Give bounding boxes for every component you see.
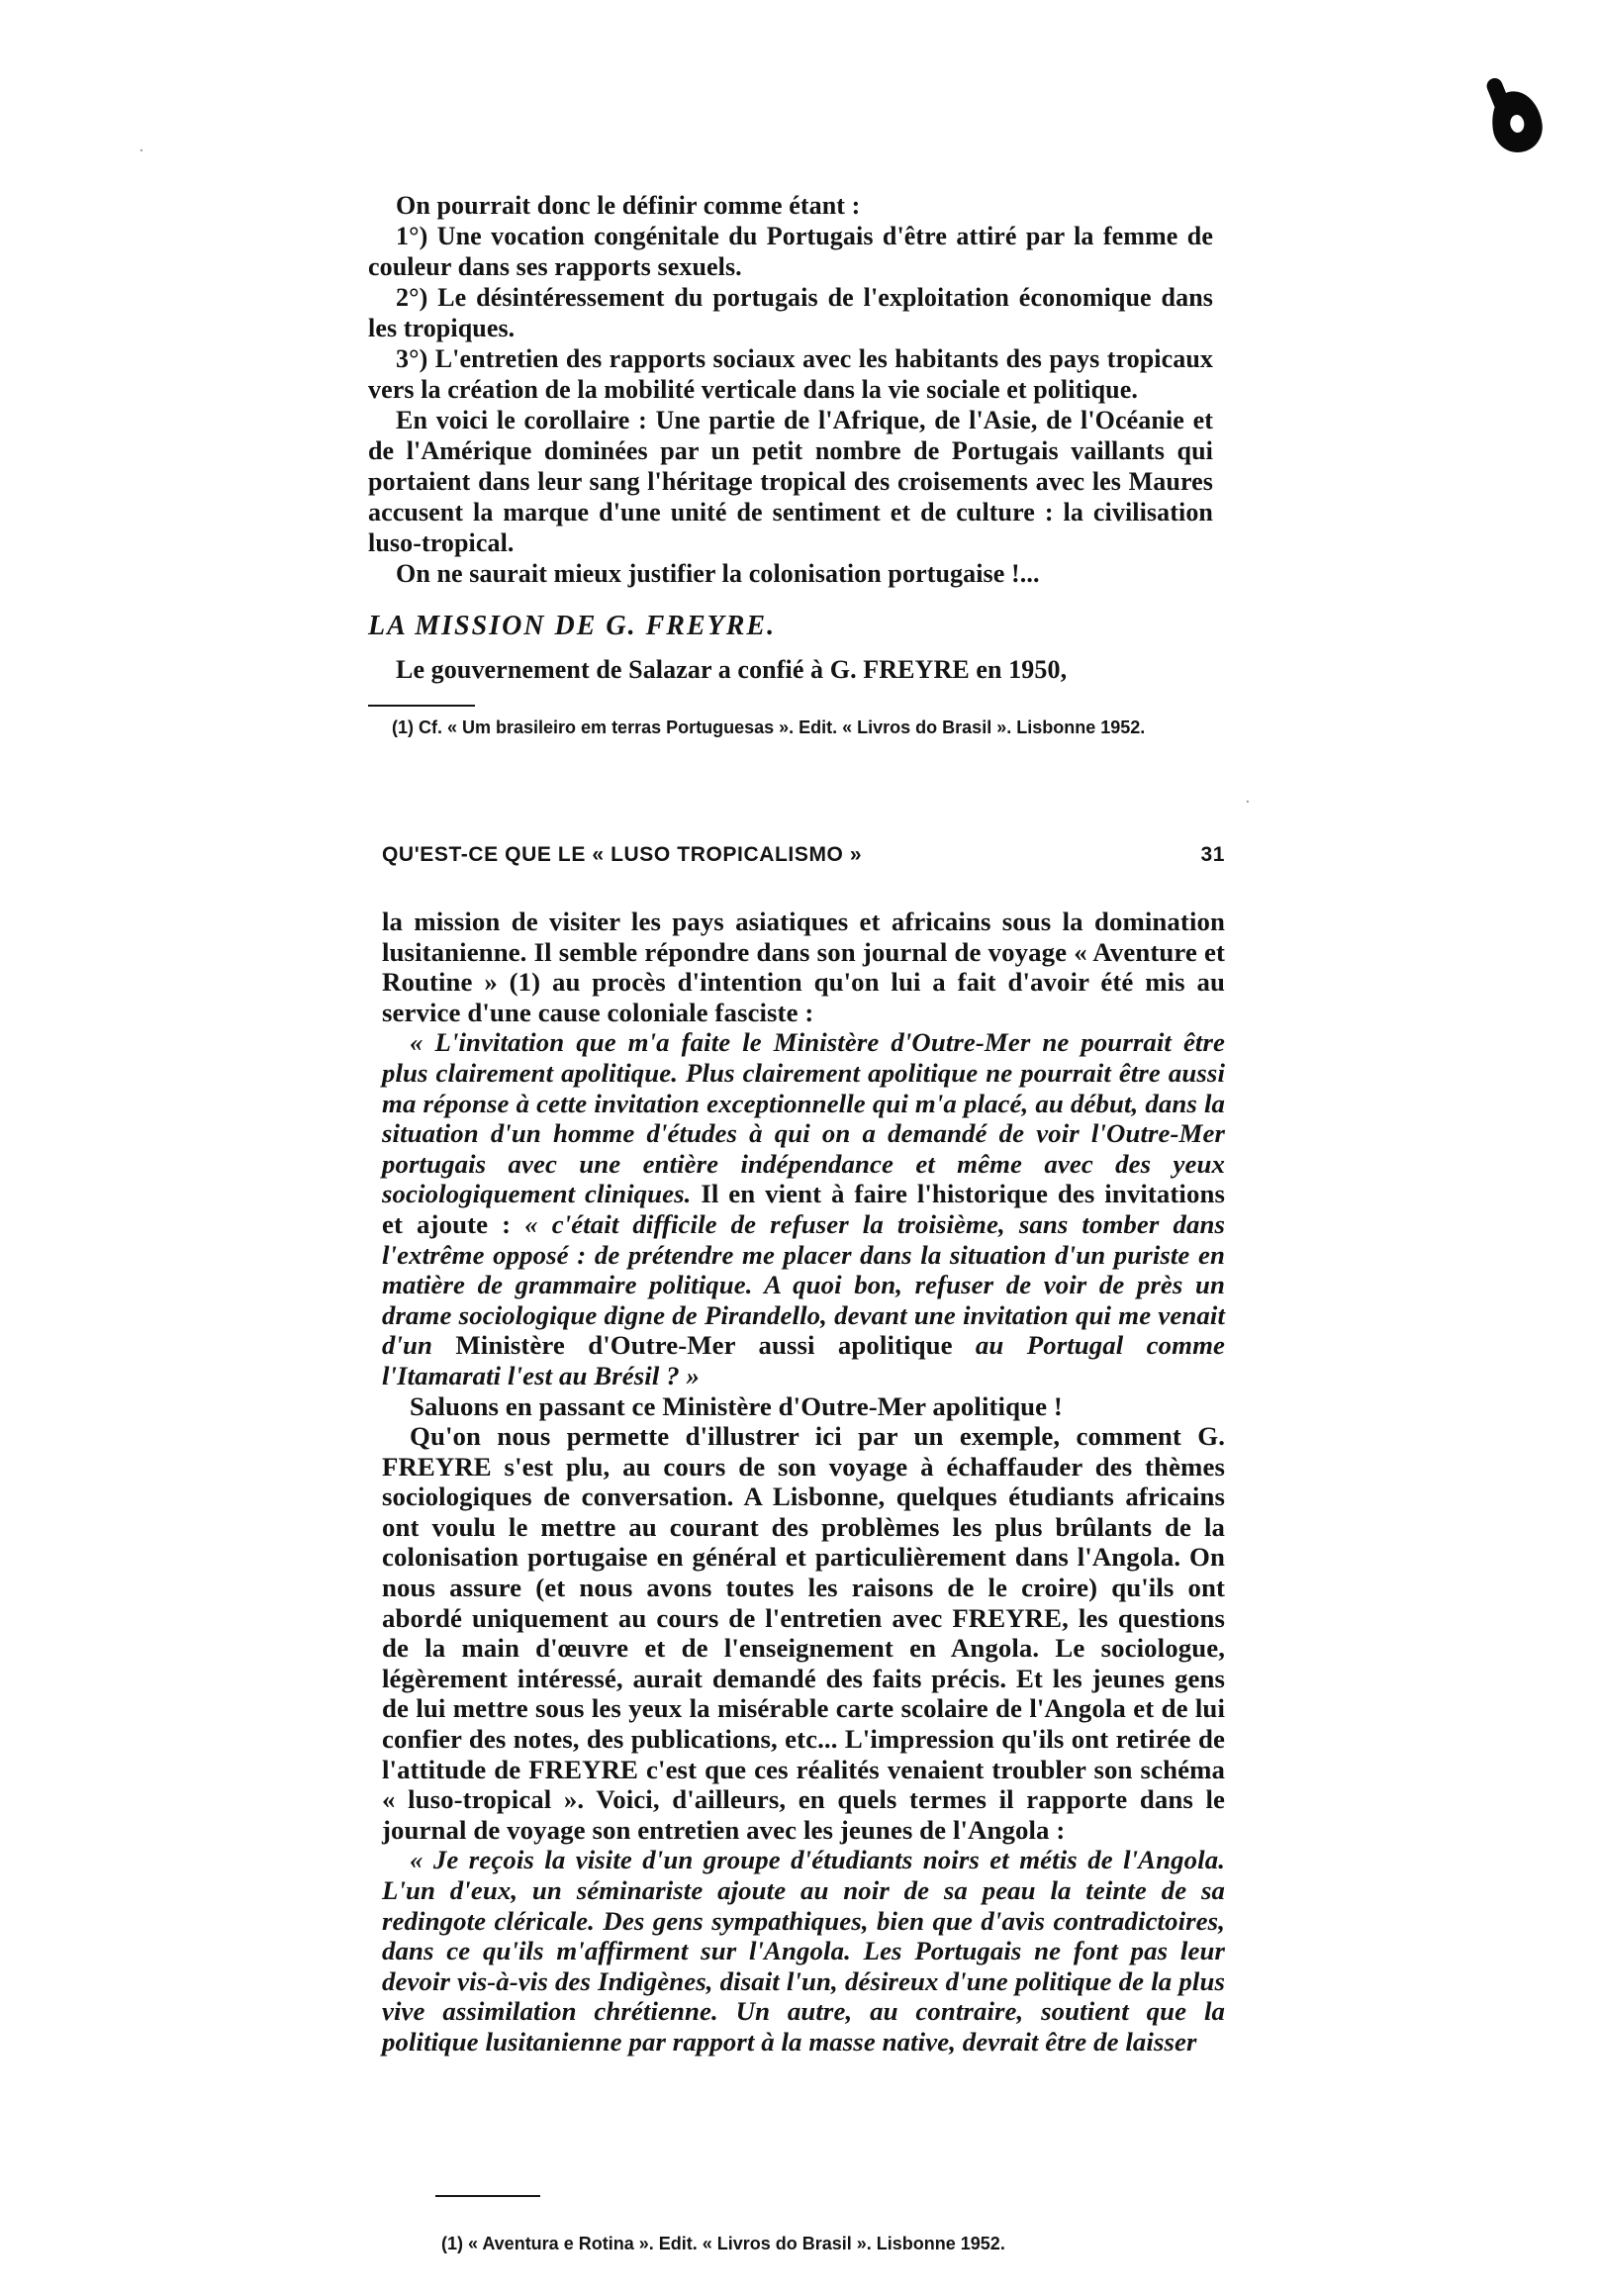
scan-speck: · xyxy=(139,141,144,161)
paragraph: En voici le corollaire : Une partie de l'Afrique, de l'Asie, de l'Océanie et de l'Amérique dominées par un petit nombre de Portugais vaillants qui portaient dans leur sang l'héritage tropical des croisements avec les Maures accusent la marque d'une unité de sentiment et de culture : la civilisation luso-tropical. xyxy=(368,406,1213,557)
page-corner-mark xyxy=(1488,88,1546,155)
paragraph: 2°) Le désintéressement du portugais de l'exploitation économique dans les tropiques. xyxy=(368,283,1213,342)
scan-speck: · xyxy=(1245,792,1251,813)
paragraph: Qu'on nous permette d'illustrer ici par un exemple, comment G. FREYRE s'est plu, au cours de son voyage à échaffauder des thèmes sociologiques de conversation. A Lisbonne, quelques étudiants africains ont voulu le mettre au courant des problèmes les plus brûlants de la colonisation portugaise en général et particulièrement dans l'Angola. On nous assure (et nous avons toutes les raisons de le croire) qu'ils ont abordé uniquement au cours de l'entretien avec FREYRE, les questions de la main d'œuvre et de l'enseignement en Angola. Le sociologue, légèrement intéressé, aurait demandé des faits précis. Et les jeunes gens de lui mettre sous les yeux la misérable carte scolaire de l'Angola et de lui confier des notes, des publications, etc... L'impression qu'ils ont retirée de l'attitude de FREYRE c'est que ces réalités venaient troubler son schéma « luso-tropical ». Voici, d'ailleurs, en quels termes il rapporte dans le journal de voyage son entretien avec les jeunes de l'Angola : xyxy=(382,1421,1225,1845)
paragraph-text: Il en vient à faire l'historique des invitations et ajoute : xyxy=(382,1179,1226,1239)
quote-paragraph xyxy=(382,1027,1225,1390)
paragraph: Le gouvernement de Salazar a confié à G. FREYRE en 1950, xyxy=(396,655,1068,684)
paragraph: 3°) L'entretien des rapports sociaux avec les habitants des pays tropicaux vers la création de la mobilité verticale dans la vie sociale et politique. xyxy=(368,344,1213,404)
running-header-title: QU'EST-CE QUE LE « LUSO TROPICALISMO » xyxy=(382,843,863,866)
quote-paragraph: « Je reçois la visite d'un groupe d'étudiants noirs et métis de l'Angola. L'un d'eux, un séminariste ajoute au noir de sa peau la teinte de sa redingote cléricale. Des gens sympathiques, bien que d'avis contradictoires, dans ce qu'ils m'affirment sur l'Angola. Les Portugais ne font pas leur devoir vis-à-vis des Indigènes, disait l'un, désireux d'une politique de la plus vive assimilation chrétienne. Un autre, au contraire, soutient que la politique lusitanienne par rapport à la masse native, devrait être de laisser xyxy=(382,1845,1225,2057)
paragraph: la mission de visiter les pays asiatiques et africains sous la domination lusitanienne. Il semble répondre dans son journal de voyage « Aventure et Routine » (1) au procès d'intention qu'on lui a fait d'avoir été mis au service d'une cause coloniale fasciste : xyxy=(382,907,1225,1027)
running-header xyxy=(382,843,1225,873)
footnote-rule xyxy=(368,705,475,707)
footnote: (1) « Aventura e Rotina ». Edit. « Livros do Brasil ». Lisbonne 1952. xyxy=(441,2234,1005,2253)
paragraph-text: Ministère d'Outre-Mer aussi apolitique xyxy=(432,1330,976,1361)
upper-text-block xyxy=(368,190,1213,738)
footnote: (1) Cf. « Um brasileiro em terras Portuguesas ». Edit. « Livros do Brasil ». Lisbonne 1952. xyxy=(392,718,1146,737)
paragraph: On ne saurait mieux justifier la colonisation portugaise !... xyxy=(396,559,1040,588)
paragraph: 1°) Une vocation congénitale du Portugais d'être attiré par la femme de couleur dans ses rapports sexuels. xyxy=(368,222,1213,281)
quote-text: au Portugal comme l'Itamarati l'est au Brésil ? » xyxy=(382,1330,1226,1390)
page-number: 31 xyxy=(1200,843,1225,866)
paragraph: On pourrait donc le définir comme étant : xyxy=(396,191,861,220)
footnote-rule xyxy=(435,2195,540,2197)
section-title: LA MISSION DE G. FREYRE. xyxy=(368,611,777,641)
paragraph: Saluons en passant ce Ministère d'Outre-Mer apolitique ! xyxy=(410,1390,1063,1421)
quote-text: « L'invitation que m'a faite le Ministère d'Outre-Mer ne pourrait être plus clairement apolitique. Plus clairement apolitique ne pourrait être aussi ma réponse à cette invitation exceptionnelle qui m'a placé, au début, dans la situation d'un homme d'études à qui on a demandé de voir l'Outre-Mer portugais avec une entière indépendance et même avec des yeux sociologiquement cliniques. xyxy=(382,1027,1225,1209)
lower-text-block xyxy=(382,907,1225,2057)
quote-text: « c'était difficile de refuser la troisième, sans tomber dans l'extrême opposé : de prétendre me placer dans la situation d'un puriste en matière de grammaire politique. A quoi bon, refuser de voir de près un drame sociologique digne de Pirandello, devant une invitation qui me venait d'un xyxy=(382,1208,1225,1361)
